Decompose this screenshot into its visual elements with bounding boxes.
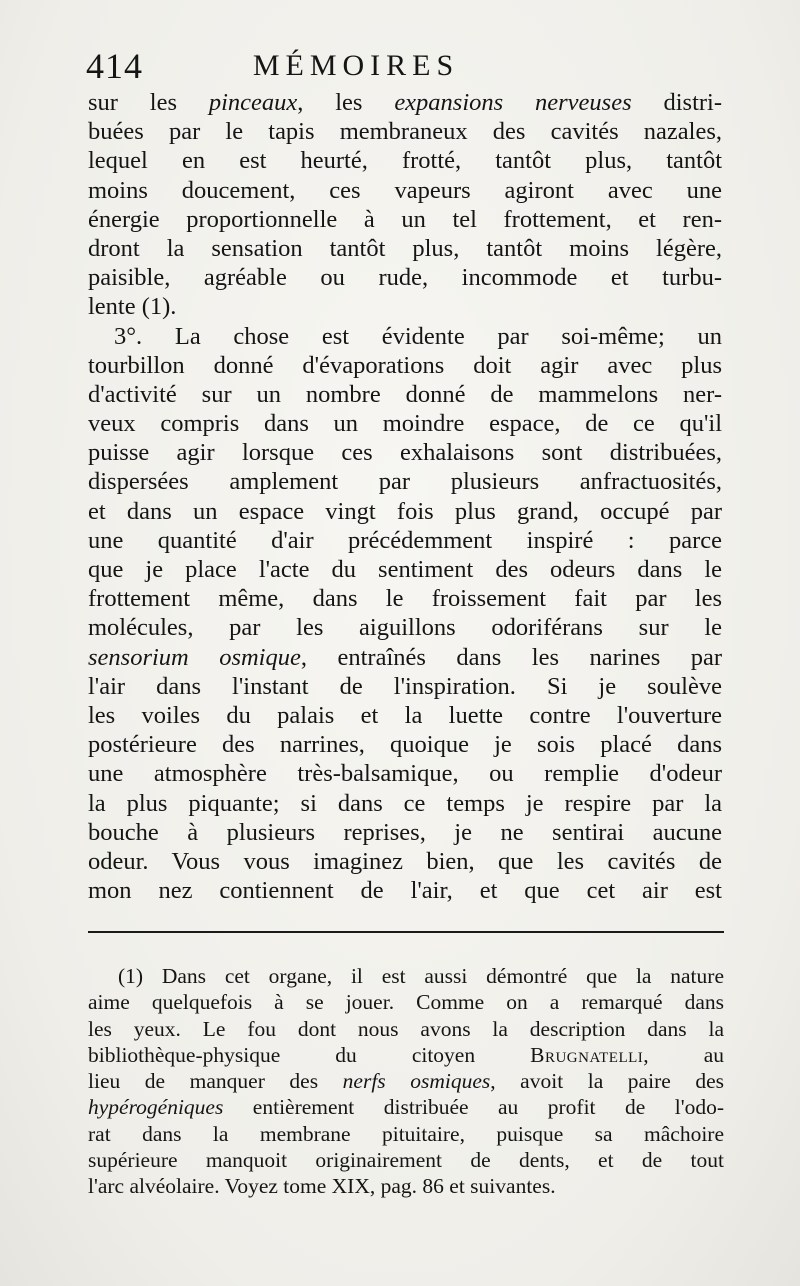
author-name: Brugnatelli <box>530 1042 644 1067</box>
text-line: molécules, par les aiguillons odoriférans sur le <box>88 614 722 642</box>
footnote-rule <box>88 931 724 933</box>
footnote-line: bibliothèque-physique du citoyen Brugnatelli, au <box>88 1042 724 1067</box>
text-line: dispersées amplement par plusieurs anfractuosités, <box>88 468 722 496</box>
text-line: lente (1). <box>88 293 177 321</box>
paragraph-start-line: 3°. La chose est évidente par soi-même; un <box>114 322 722 350</box>
text-line: sensorium osmique, entraînés dans les narines par <box>88 643 722 671</box>
text-line: bouche à plusieurs reprises, je ne sentirai aucune <box>88 818 722 846</box>
text-line: d'activité sur un nombre donné de mammelons ner- <box>88 380 722 408</box>
text-line: moins doucement, ces vapeurs agiront avec une <box>88 176 722 204</box>
text-line: énergie proportionnelle à un tel frottement, et ren- <box>88 205 722 233</box>
text-line: sur les pinceaux, les expansions nerveuses distri- <box>88 89 722 116</box>
text-line: paisible, agréable ou rude, incommode et turbu- <box>88 264 722 292</box>
text-line: que je place l'acte du sentiment des odeurs dans le <box>88 556 722 583</box>
text-line: puisse agir lorsque ces exhalaisons sont distribuées, <box>88 439 722 467</box>
footnote-line: rat dans la membrane pituitaire, puisque sa mâchoire <box>88 1121 724 1146</box>
text-line: postérieure des narrines, quoique je sois placé dans <box>88 731 722 759</box>
text-line: une atmosphère très-balsamique, ou remplie d'odeur <box>88 760 722 788</box>
text-line: veux compris dans un moindre espace, de ce qu'il <box>88 410 722 438</box>
page-number: 414 <box>86 46 143 86</box>
footnote-line: les yeux. Le fou dont nous avons la description dans la <box>88 1016 724 1041</box>
text-line: odeur. Vous vous imaginez bien, que les cavités de <box>88 847 722 875</box>
footnote-line: (1) Dans cet organe, il est aussi démontré que la nature <box>118 964 724 988</box>
text-line: frottement même, dans le froissement fait par les <box>88 585 722 613</box>
text-line: et dans un espace vingt fois plus grand, occupé par <box>88 497 722 525</box>
footnote-line: lieu de manquer des nerfs osmiques, avoit la paire des <box>88 1069 724 1094</box>
text-line: tourbillon donné d'évaporations doit agir avec plus <box>88 351 722 379</box>
text-line: mon nez contiennent de l'air, et que cet air est <box>88 877 722 905</box>
footnote <box>88 963 724 1200</box>
text-line: une quantité d'air précédemment inspiré : parce <box>88 526 722 554</box>
running-head: MÉMOIRES <box>252 49 460 82</box>
footnote-line: hypérogéniques entièrement distribuée au profit de l'odo- <box>88 1095 724 1120</box>
footnote-line: supérieure manquoit originairement de dents, et de tout <box>88 1148 724 1173</box>
text-line: lequel en est heurté, frotté, tantôt plus, tantôt <box>88 147 722 175</box>
text-line: buées par le tapis membraneux des cavités nazales, <box>88 118 722 146</box>
text-line: l'air dans l'instant de l'inspiration. Si je soulève <box>88 672 722 700</box>
text-line: les voiles du palais et la luette contre l'ouverture <box>88 701 722 729</box>
footnote-line: l'arc alvéolaire. Voyez tome XIX, pag. 86 et suivantes. <box>88 1174 556 1199</box>
page-header <box>86 44 726 88</box>
body-text <box>88 88 722 905</box>
text-line: la plus piquante; si dans ce temps je respire par la <box>88 789 722 817</box>
text-line: dront la sensation tantôt plus, tantôt moins légère, <box>88 234 722 262</box>
footnote-line: aime quelquefois à se jouer. Comme on a remarqué dans <box>88 990 724 1015</box>
